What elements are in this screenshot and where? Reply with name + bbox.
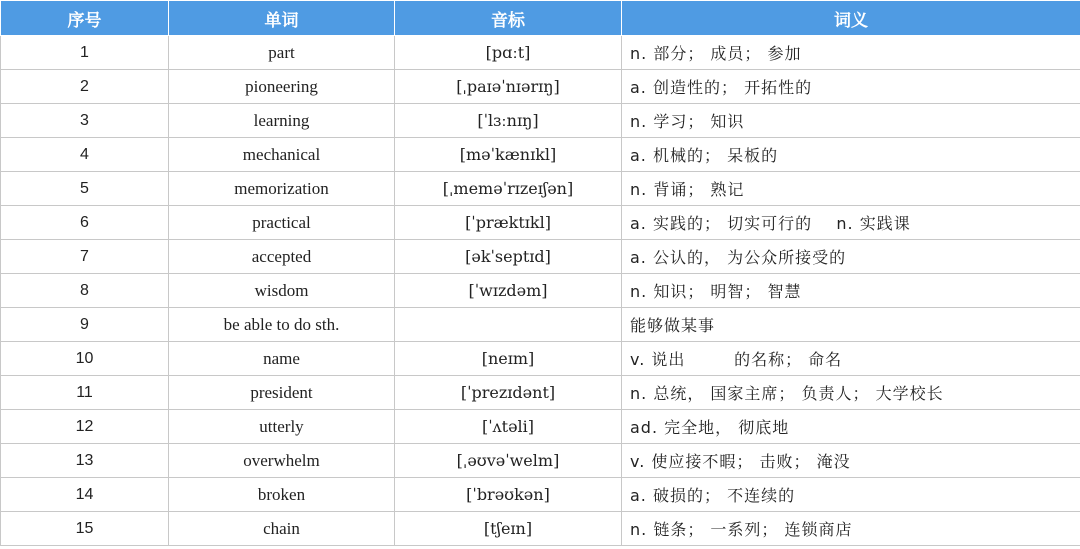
row-meaning: a. 公认的， 为公众所接受的 bbox=[622, 240, 1080, 274]
row-word: utterly bbox=[169, 410, 395, 444]
row-meaning: n. 背诵； 熟记 bbox=[622, 172, 1080, 206]
table-row bbox=[1, 240, 1080, 274]
row-index: 9 bbox=[1, 308, 169, 342]
table-row bbox=[1, 104, 1080, 138]
row-index: 1 bbox=[1, 36, 169, 70]
row-index: 15 bbox=[1, 512, 169, 546]
header-word: 单词 bbox=[169, 1, 395, 36]
row-phonetic: [pɑːt] bbox=[395, 36, 622, 70]
table-row bbox=[1, 70, 1080, 104]
header-index: 序号 bbox=[1, 1, 169, 36]
row-meaning: a. 实践的； 切实可行的 n. 实践课 bbox=[622, 206, 1080, 240]
table-row bbox=[1, 376, 1080, 410]
row-word: chain bbox=[169, 512, 395, 546]
row-index: 8 bbox=[1, 274, 169, 308]
row-phonetic bbox=[395, 308, 622, 342]
row-index: 3 bbox=[1, 104, 169, 138]
row-meaning: ad. 完全地， 彻底地 bbox=[622, 410, 1080, 444]
row-phonetic: [ˌəʊvəˈwelm] bbox=[395, 444, 622, 478]
row-meaning: n. 学习； 知识 bbox=[622, 104, 1080, 138]
row-meaning: v. 说出 的名称； 命名 bbox=[622, 342, 1080, 376]
row-word: broken bbox=[169, 478, 395, 512]
row-word: pioneering bbox=[169, 70, 395, 104]
table-row bbox=[1, 444, 1080, 478]
row-phonetic: [ˈbrəʊkən] bbox=[395, 478, 622, 512]
row-phonetic: [neɪm] bbox=[395, 342, 622, 376]
table-row bbox=[1, 410, 1080, 444]
row-meaning: v. 使应接不暇； 击败； 淹没 bbox=[622, 444, 1080, 478]
row-phonetic: [məˈkænɪkl] bbox=[395, 138, 622, 172]
row-word: be able to do sth. bbox=[169, 308, 395, 342]
header-meaning: 词义 bbox=[622, 1, 1080, 36]
row-word: name bbox=[169, 342, 395, 376]
header-row bbox=[1, 1, 1080, 36]
table-row bbox=[1, 206, 1080, 240]
row-word: learning bbox=[169, 104, 395, 138]
row-meaning: a. 机械的； 呆板的 bbox=[622, 138, 1080, 172]
row-index: 2 bbox=[1, 70, 169, 104]
row-phonetic: [ˈprezɪdənt] bbox=[395, 376, 622, 410]
table-row bbox=[1, 274, 1080, 308]
row-phonetic: [ˈwɪzdəm] bbox=[395, 274, 622, 308]
table-body bbox=[1, 36, 1080, 546]
table-row bbox=[1, 172, 1080, 206]
row-index: 12 bbox=[1, 410, 169, 444]
table-row bbox=[1, 138, 1080, 172]
row-meaning: n. 总统， 国家主席； 负责人； 大学校长 bbox=[622, 376, 1080, 410]
row-word: part bbox=[169, 36, 395, 70]
row-word: wisdom bbox=[169, 274, 395, 308]
row-phonetic: [ˌpaɪəˈnɪərɪŋ] bbox=[395, 70, 622, 104]
row-meaning: n. 知识； 明智； 智慧 bbox=[622, 274, 1080, 308]
row-meaning: a. 创造性的； 开拓性的 bbox=[622, 70, 1080, 104]
row-word: mechanical bbox=[169, 138, 395, 172]
row-phonetic: [əkˈseptɪd] bbox=[395, 240, 622, 274]
row-meaning: 能够做某事 bbox=[622, 308, 1080, 342]
row-word: overwhelm bbox=[169, 444, 395, 478]
table-row bbox=[1, 342, 1080, 376]
row-word: president bbox=[169, 376, 395, 410]
row-meaning: n. 部分； 成员； 参加 bbox=[622, 36, 1080, 70]
row-meaning: a. 破损的； 不连续的 bbox=[622, 478, 1080, 512]
row-phonetic: [tʃeɪn] bbox=[395, 512, 622, 546]
row-meaning: n. 链条； 一系列； 连锁商店 bbox=[622, 512, 1080, 546]
row-index: 13 bbox=[1, 444, 169, 478]
row-phonetic: [ˈʌtəli] bbox=[395, 410, 622, 444]
row-word: memorization bbox=[169, 172, 395, 206]
table-row bbox=[1, 36, 1080, 70]
row-index: 6 bbox=[1, 206, 169, 240]
header-phonetic: 音标 bbox=[395, 1, 622, 36]
row-index: 7 bbox=[1, 240, 169, 274]
table-row bbox=[1, 478, 1080, 512]
table-row bbox=[1, 308, 1080, 342]
table-header bbox=[1, 1, 1080, 36]
row-index: 4 bbox=[1, 138, 169, 172]
row-phonetic: [ˈlɜːnɪŋ] bbox=[395, 104, 622, 138]
row-index: 10 bbox=[1, 342, 169, 376]
row-index: 11 bbox=[1, 376, 169, 410]
row-phonetic: [ˌmeməˈrɪzeɪʃən] bbox=[395, 172, 622, 206]
table-row bbox=[1, 512, 1080, 546]
row-index: 14 bbox=[1, 478, 169, 512]
row-word: accepted bbox=[169, 240, 395, 274]
row-index: 5 bbox=[1, 172, 169, 206]
row-word: practical bbox=[169, 206, 395, 240]
row-phonetic: [ˈpræktɪkl] bbox=[395, 206, 622, 240]
